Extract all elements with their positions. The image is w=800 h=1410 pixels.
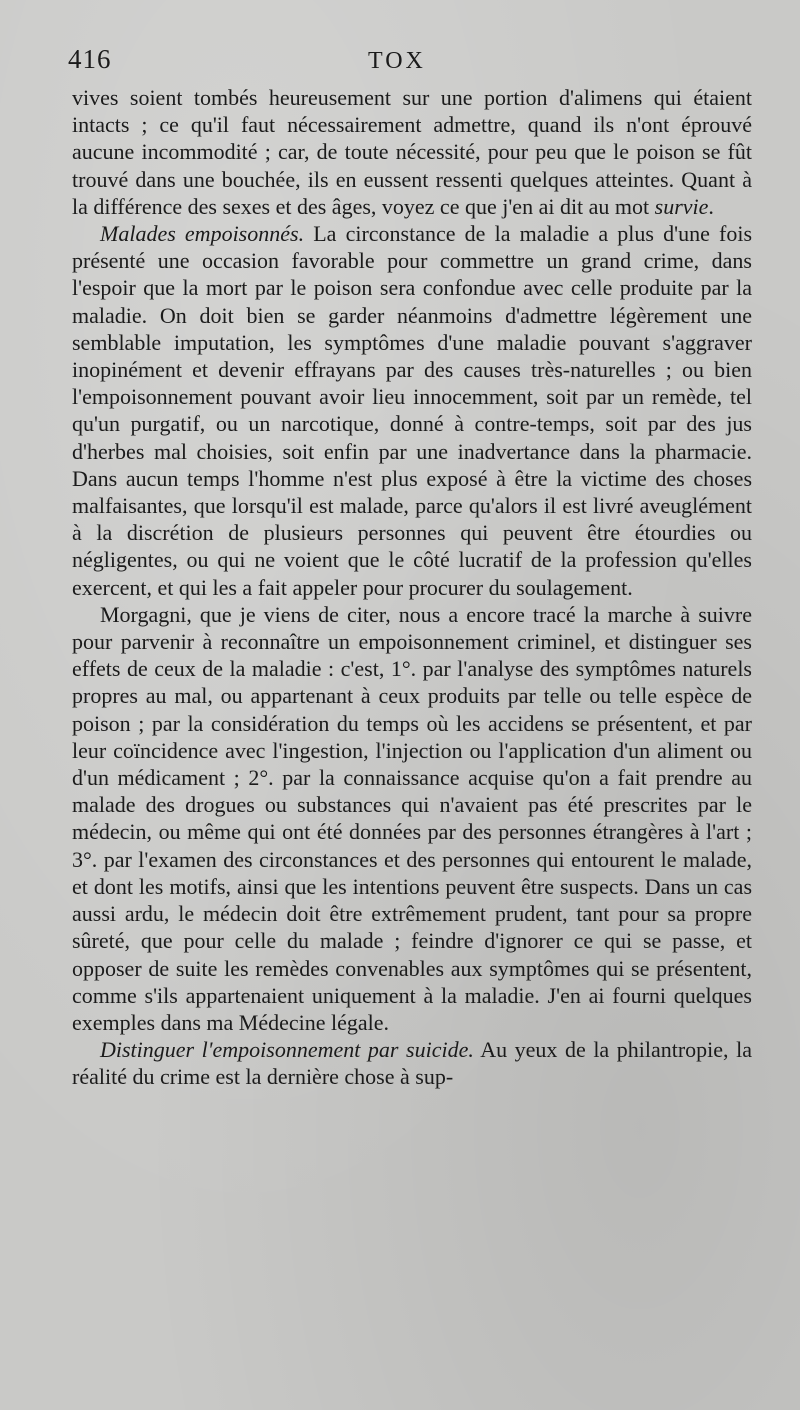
body-text [72,84,752,1091]
paragraph-2 [72,220,752,601]
paragraph-3-text: Morgagni, que je viens de citer, nous a encore tracé la marche à suivre pour parvenir à reconnaître un empoisonnement criminel, et distinguer ses effets de ceux de la maladie : c'est, 1°. par l'analyse des symptômes naturels propres au mal, ou appartenant à ceux produits par telle ou telle espèce de poison ; par la considération du temps où les accidens se présentent, et par leur coïncidence avec l'ingestion, l'injection ou l'application d'un aliment ou d'un médicament ; 2°. par la connaissance acquise qu'on a fait prendre au malade des drogues ou substances qui n'avaient pas été prescrites par le médecin, ou même qui ont été données par des personnes étrangères à l'art ; 3°. par l'examen des circonstances et des personnes qui entourent le malade, et dont les motifs, ainsi que les intentions peuvent être suspects. Dans un cas aussi ardu, le médecin doit être extrêmement prudent, tant pour sa propre sûreté, que pour celle du malade ; feindre d'ignorer ce qui se passe, et opposer de suite les remèdes convenables aux symptômes qui se présentent, comme s'ils appartenaient uniquement à la maladie. J'en ai fourni quelques exemples dans ma Médecine légale. [72,601,752,1035]
page-header [68,44,748,88]
paragraph-3 [72,601,752,1036]
paragraph-1-italic-term: survie [654,193,709,219]
paragraph-4 [72,1036,752,1090]
paragraph-4-text: Au yeux de la philantropie, la réalité du crime est la dernière chose à sup- [72,1037,752,1090]
paragraph-2-heading: Malades empoisonnés. [100,221,305,247]
paragraph-1 [72,84,752,220]
running-head: TOX [368,48,426,74]
paragraph-2-text: La circonstance de la maladie a plus d'une fois présenté une occasion favorable pour commettre un grand crime, dans l'espoir que la mort par le poison sera confondue avec celle produite par la maladie. On doit bien se garder néanmoins d'admettre légèrement une semblable imputation, les symptômes d'une maladie pouvant s'aggraver inopinément et devenir effrayans par des causes très-naturelles ; ou bien l'empoisonnement pouvant avoir lieu innocemment, soit par un remède, tel qu'un purgatif, ou un narcotique, donné à contre-temps, soit par des jus d'herbes mal choisies, soit enfin par une inadvertance dans la pharmacie. Dans aucun temps l'homme n'est plus exposé à être la victime des choses malfaisantes, que lorsqu'il est malade, parce qu'alors il est livré aveuglément à la discrétion de plusieurs personnes qui peuvent être étourdies ou négligentes, ou qui ne voient que le côté lucratif de la profession qu'elles exercent, et qui les a fait appeler pour procurer du soulagement. [72,221,753,600]
paragraph-4-heading: Distinguer l'empoisonnement par suicide. [100,1037,474,1063]
paragraph-1-text: vives soient tombés heureusement sur une portion d'alimens qui étaient intacts ; ce qu'il faut nécessairement admettre, quand ils n'ont éprouvé aucune incommodité ; car, de toute nécessité, pour peu que le poison se fût trouvé dans une bouchée, ils en eussent ressenti quelques atteintes. Quant à la différence des sexes et des âges, voyez ce que j'en ai dit au mot [72,85,752,219]
paragraph-1-trailing: . [708,193,714,219]
page-number: 416 [68,44,112,74]
